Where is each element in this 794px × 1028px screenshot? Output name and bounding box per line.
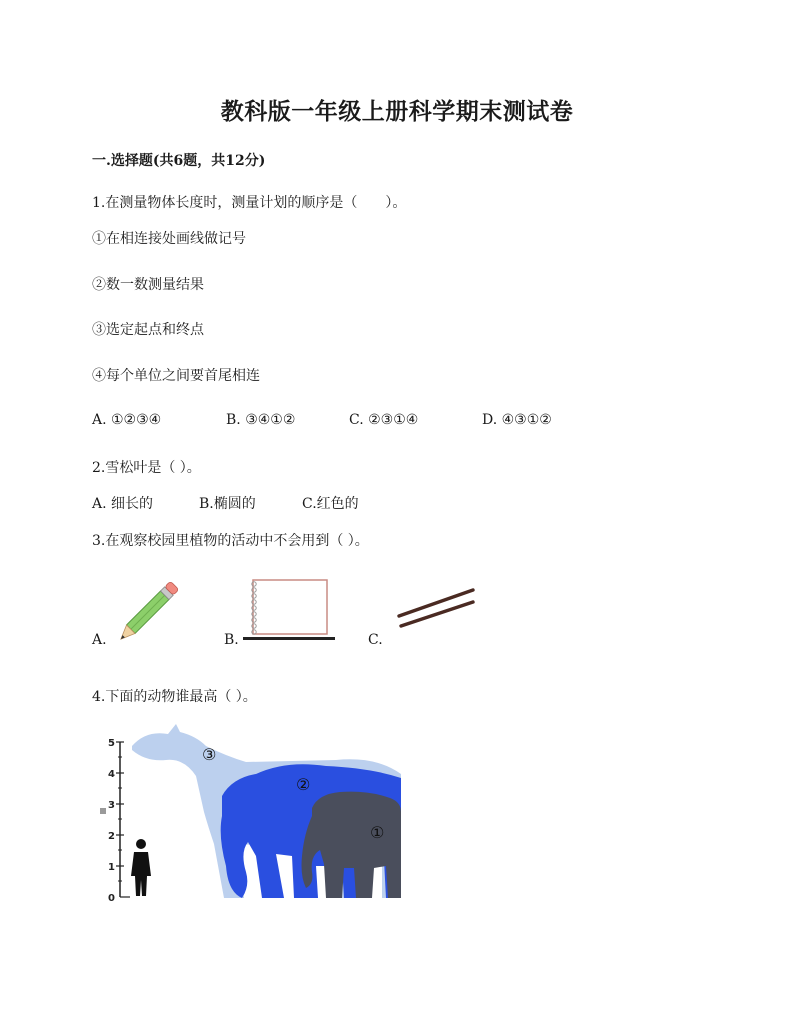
animal-3-label: ③: [202, 745, 217, 764]
scale-tick-0: 0: [108, 893, 115, 904]
question-3-option-c-label[interactable]: C.: [368, 632, 383, 648]
question-1-option-d[interactable]: D. ④③①②: [482, 412, 552, 428]
section-heading: 一.选择题(共6题，共12分): [92, 153, 266, 169]
question-3-stem: 3.在观察校园里植物的活动中不会用到（ ）。: [92, 533, 369, 549]
question-1-option-b[interactable]: B. ③④①②: [226, 412, 296, 428]
scale-tick-2: 2: [108, 831, 115, 842]
question-3-option-a-label[interactable]: A.: [92, 632, 107, 648]
question-4-stem: 4.下面的动物谁最高（ ）。: [92, 689, 257, 705]
animal-1-label: ①: [370, 823, 385, 842]
question-2-option-c[interactable]: C.红色的: [302, 496, 359, 512]
height-comparison-figure: [96, 716, 406, 906]
question-2-stem: 2.雪松叶是（ ）。: [92, 460, 201, 476]
page-title: 教科版一年级上册科学期末测试卷: [220, 98, 574, 125]
question-1-step-3: ③选定起点和终点: [92, 322, 204, 338]
question-2-option-a[interactable]: A. 细长的: [92, 496, 154, 512]
pencil-icon: [116, 574, 188, 642]
question-1-step-2: ②数一数测量结果: [92, 277, 204, 293]
animal-2-label: ②: [296, 775, 311, 794]
scale-tick-5: 5: [108, 738, 115, 749]
scale-tick-3: 3: [108, 800, 115, 811]
chopsticks-icon: [393, 584, 477, 634]
scale-tick-4: 4: [108, 769, 115, 780]
question-3-option-b-label[interactable]: B.: [224, 632, 239, 648]
notebook-icon: [243, 578, 337, 644]
person-silhouette-icon: [131, 839, 151, 896]
question-1-step-1: ①在相连接处画线做记号: [92, 231, 246, 247]
scale-tick-1: 1: [108, 862, 115, 873]
question-2-option-b[interactable]: B.椭圆的: [199, 496, 256, 512]
question-1-option-c[interactable]: C. ②③①④: [349, 412, 419, 428]
question-1-option-a[interactable]: A. ①②③④: [92, 412, 162, 428]
question-1-stem: 1.在测量物体长度时，测量计划的顺序是（ ）。: [92, 195, 407, 211]
question-1-step-4: ④每个单位之间要首尾相连: [92, 368, 260, 384]
